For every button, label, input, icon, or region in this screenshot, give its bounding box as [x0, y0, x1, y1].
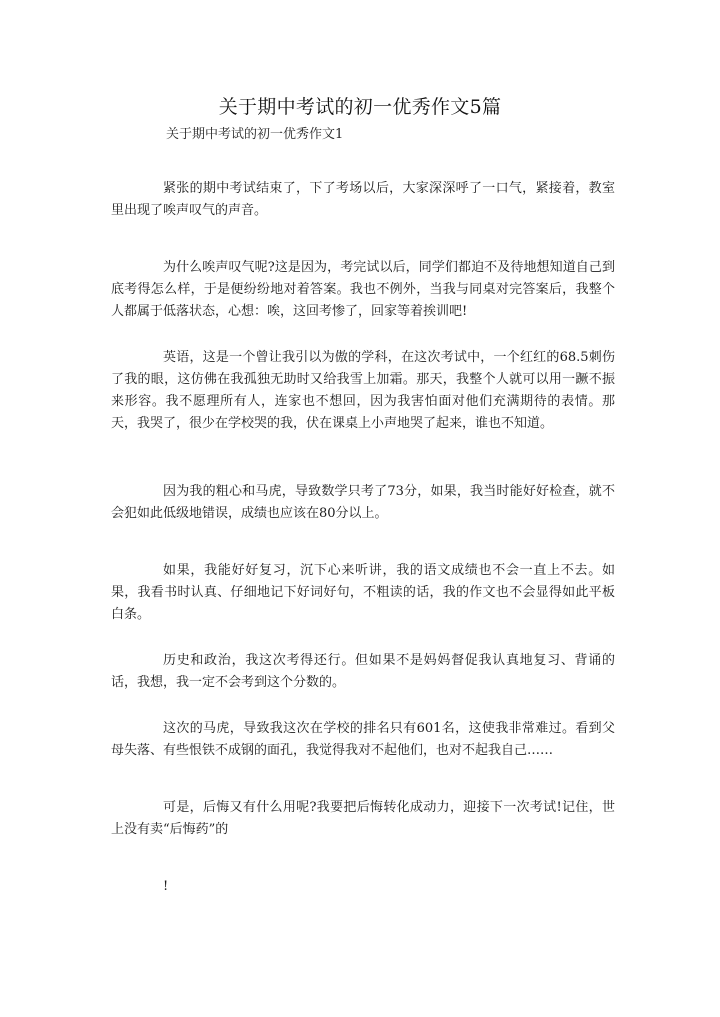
- paragraph-2: 为什么唉声叹气呢?这是因为，考完试以后，同学们都迫不及待地想知道自己到底考得怎么样，于是便纷纷地对着答案。我也不例外，当我与同桌对完答案后，我整个人都属于低落状态，心想：唉，这回考惨了，回家等着挨训吧!: [111, 260, 615, 319]
- document-title: 关于期中考试的初一优秀作文5篇: [218, 96, 502, 118]
- paragraph-5: 如果，我能好好复习，沉下心来听讲，我的语文成绩也不会一直上不去。如果，我看书时认真、仔细地记下好词好句，不粗读的话，我的作文也不会显得如此平板白条。: [111, 563, 615, 622]
- paragraph-9: !: [163, 879, 169, 894]
- paragraph-1: 紧张的期中考试结束了，下了考场以后，大家深深呼了一口气，紧接着，教室里出现了唉声叹气的声音。: [111, 181, 615, 218]
- paragraph-7: 这次的马虎，导致我这次在学校的排名只有601名，这使我非常难过。看到父母失落、有些恨铁不成钢的面孔，我觉得我对不起他们，也对不起我自己……: [111, 721, 615, 758]
- paragraph-6: 历史和政治，我这次考得还行。但如果不是妈妈督促我认真地复习、背诵的话，我想，我一定不会考到这个分数的。: [111, 653, 615, 690]
- document-subtitle: 关于期中考试的初一优秀作文1: [166, 127, 344, 142]
- paragraph-4: 因为我的粗心和马虎，导致数学只考了73分，如果，我当时能好好检查，就不会犯如此低级地错误，成绩也应该在80分以上。: [111, 484, 615, 521]
- paragraph-8: 可是，后悔又有什么用呢?我要把后悔转化成动力，迎接下一次考试!记住，世上没有卖“后悔药”的: [111, 800, 615, 837]
- paragraph-3: 英语，这是一个曾让我引以为傲的学科，在这次考试中，一个红红的68.5刺伤了我的眼，这仿佛在我孤独无助时又给我雪上加霜。那天，我整个人就可以用一蹶不振来形容。我不愿理所有人，连家也不想回，因为我害怕面对他们充满期待的表情。那天，我哭了，很少在学校哭的我，伏在课桌上小声地哭了起来，谁也不知道。: [111, 350, 615, 431]
